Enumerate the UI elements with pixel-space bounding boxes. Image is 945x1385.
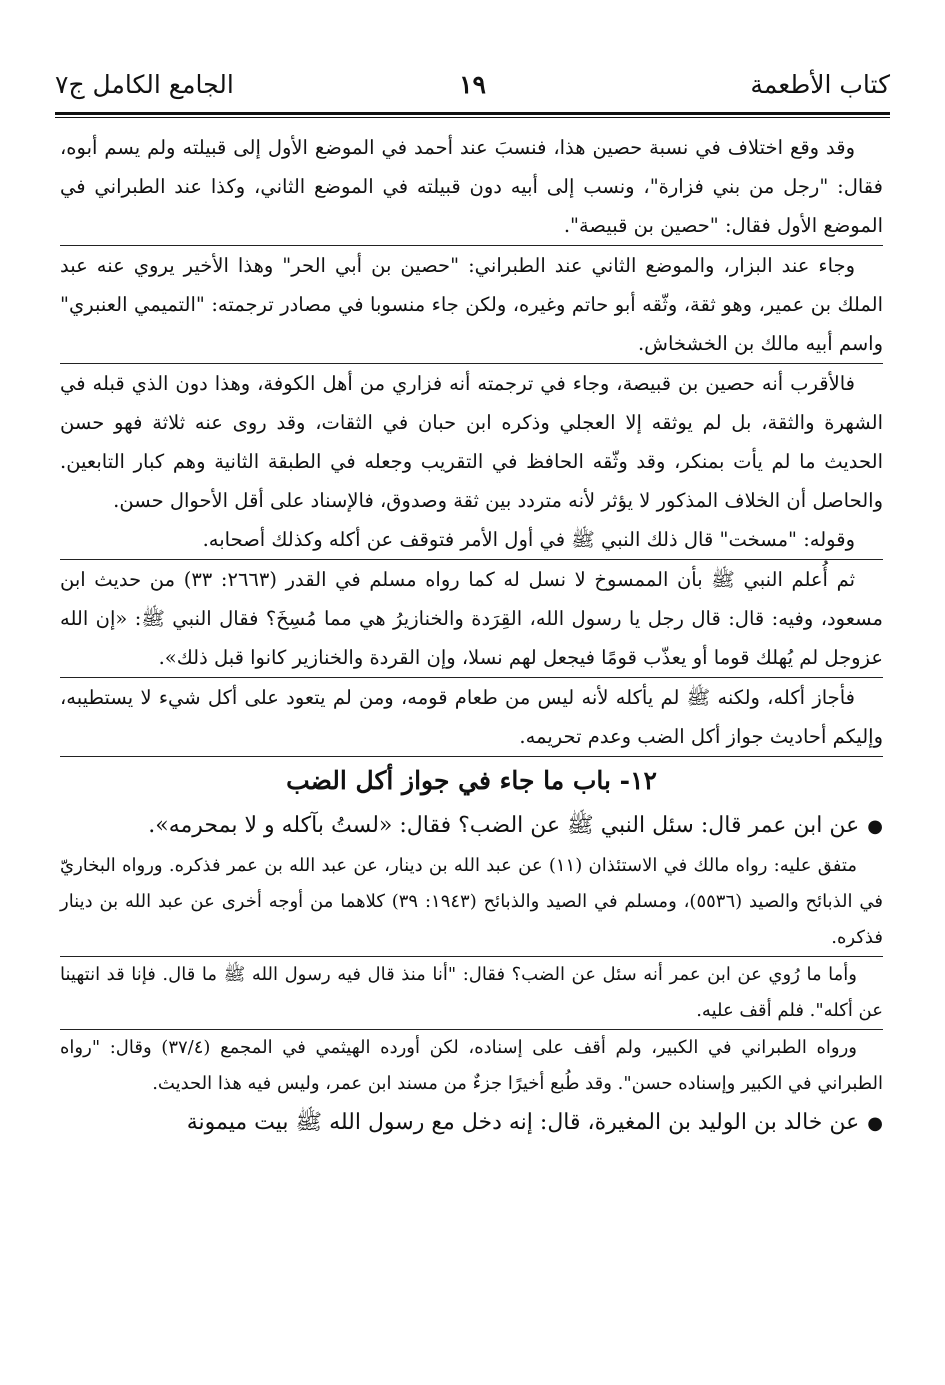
paragraph: فأجاز أكله، ولكنه ﷺ لم يأكله لأنه ليس من طعام قومه، ومن لم يتعود على أكل شيء لا يستطيبه، وإليكم أحاديث جواز أكل الضب وعدم تحريمه. bbox=[60, 677, 883, 756]
page-number: ١٩ bbox=[459, 70, 486, 99]
volume-title: الجامع الكامل ج٧ bbox=[55, 70, 234, 99]
hadith-body: عن ابن عمر قال: سئل النبي ﷺ عن الضب؟ فقال: «لستُ بآكله و لا بمحرمه». bbox=[148, 813, 860, 838]
page-body bbox=[60, 128, 883, 1145]
paragraph: وقوله: "مسخت" قال ذلك النبي ﷺ في أول الأمر فتوقف عن أكله وكذلك أصحابه. bbox=[202, 528, 855, 551]
commentary-note: ورواه الطبراني في الكبير، ولم أقف على إسناده، لكن أورده الهيثمي في المجمع (٣٧/٤) وقال: "رواه الطبراني في الكبير وإسناده حسن". وقد طُبع أخيرًا جزءٌ من مسند ابن عمر، وليس فيه هذا الحديث. bbox=[60, 1029, 883, 1102]
section-heading: ١٢- باب ما جاء في جواز أكل الضب bbox=[60, 756, 883, 805]
commentary-note: متفق عليه: رواه مالك في الاستئذان (١١) عن عبد الله بن دينار، عن عبد الله بن عمر فذكره. ورواه البخاريّ في الذبائح والصيد (٥٥٣٦)، ومسلم في الصيد والذبائح (١٩٤٣: ٣٩) كلاهما من أوجه أخرى عن عبد الله بن دينار فذكره. bbox=[60, 855, 883, 948]
hadith-text bbox=[60, 805, 883, 848]
running-header bbox=[55, 62, 890, 108]
header-rule-thick bbox=[55, 112, 890, 115]
hadith-body: عن خالد بن الوليد بن المغيرة، قال: إنه دخل مع رسول الله ﷺ بيت ميمونة bbox=[186, 1110, 860, 1135]
hadith-text bbox=[60, 1102, 883, 1145]
book-title: كتاب الأطعمة bbox=[750, 70, 890, 99]
paragraph: فالأقرب أنه حصين بن قبيصة، وجاء في ترجمته أنه فزاري من أهل الكوفة، وهذا دون الذي قبله في الشهرة والثقة، بل لم يوثقه إلا العجلي وذكره ابن حبان في الثقات، وقد روى عنه ثلاثة فهو حسن الحديث ما لم يأت بمنكر، وقد وثّقه الحافظ في التقريب وجعله في الطبقة الثانية وهم كبار التابعين. والحاصل أن الخلاف المذكور لا يؤثر لأنه متردد بين ثقة وصدوق، فالإسناد على أقل الأحوال حسن. bbox=[60, 363, 883, 520]
paragraph: وقد وقع اختلاف في نسبة حصين هذا، فنسبَ عند أحمد في الموضع الأول إلى قبيلته ولم يسم أبوه، فقال: "رجل من بني فزارة"، ونسب إلى أبيه دون قبيلته في الموضع الثاني، وكذا عند الطبراني في الموضع الأول فقال: "حصين بن قبيصة". bbox=[60, 136, 883, 237]
paragraph: وجاء عند البزار، والموضع الثاني عند الطبراني: "حصين بن أبي الحر" وهذا الأخير يروي عنه عبد الملك بن عمير، وهو ثقة، وثّقه أبو حاتم وغيره، ولكن جاء منسوبا في مصادر ترجمته: "التميمي العنبري" واسم أبيه مالك بن الخشخاش. bbox=[60, 245, 883, 363]
commentary-note: وأما ما رُوي عن ابن عمر أنه سئل عن الضب؟ فقال: "أنا منذ قال فيه رسول الله ﷺ ما قال. فإنا قد انتهينا عن أكله". فلم أقف عليه. bbox=[60, 956, 883, 1029]
header-rule-thin bbox=[55, 117, 890, 118]
bullet-icon: ● bbox=[867, 816, 883, 837]
paragraph: ثم أُعلم النبي ﷺ بأن الممسوخ لا نسل له كما رواه مسلم في القدر (٢٦٦٣: ٣٣) من حديث ابن مسعود، وفيه: قال: قال رجل يا رسول الله، القِرَدة والخنازيرُ هي مما مُسِخَ؟ فقال النبي ﷺ: «إن الله عزوجل لم يُهلك قوما أو يعذّب قومًا فيجعل لهم نسلا، وإن القردة والخنازير كانوا قبل ذلك». bbox=[60, 559, 883, 677]
bullet-icon: ● bbox=[867, 1113, 883, 1134]
